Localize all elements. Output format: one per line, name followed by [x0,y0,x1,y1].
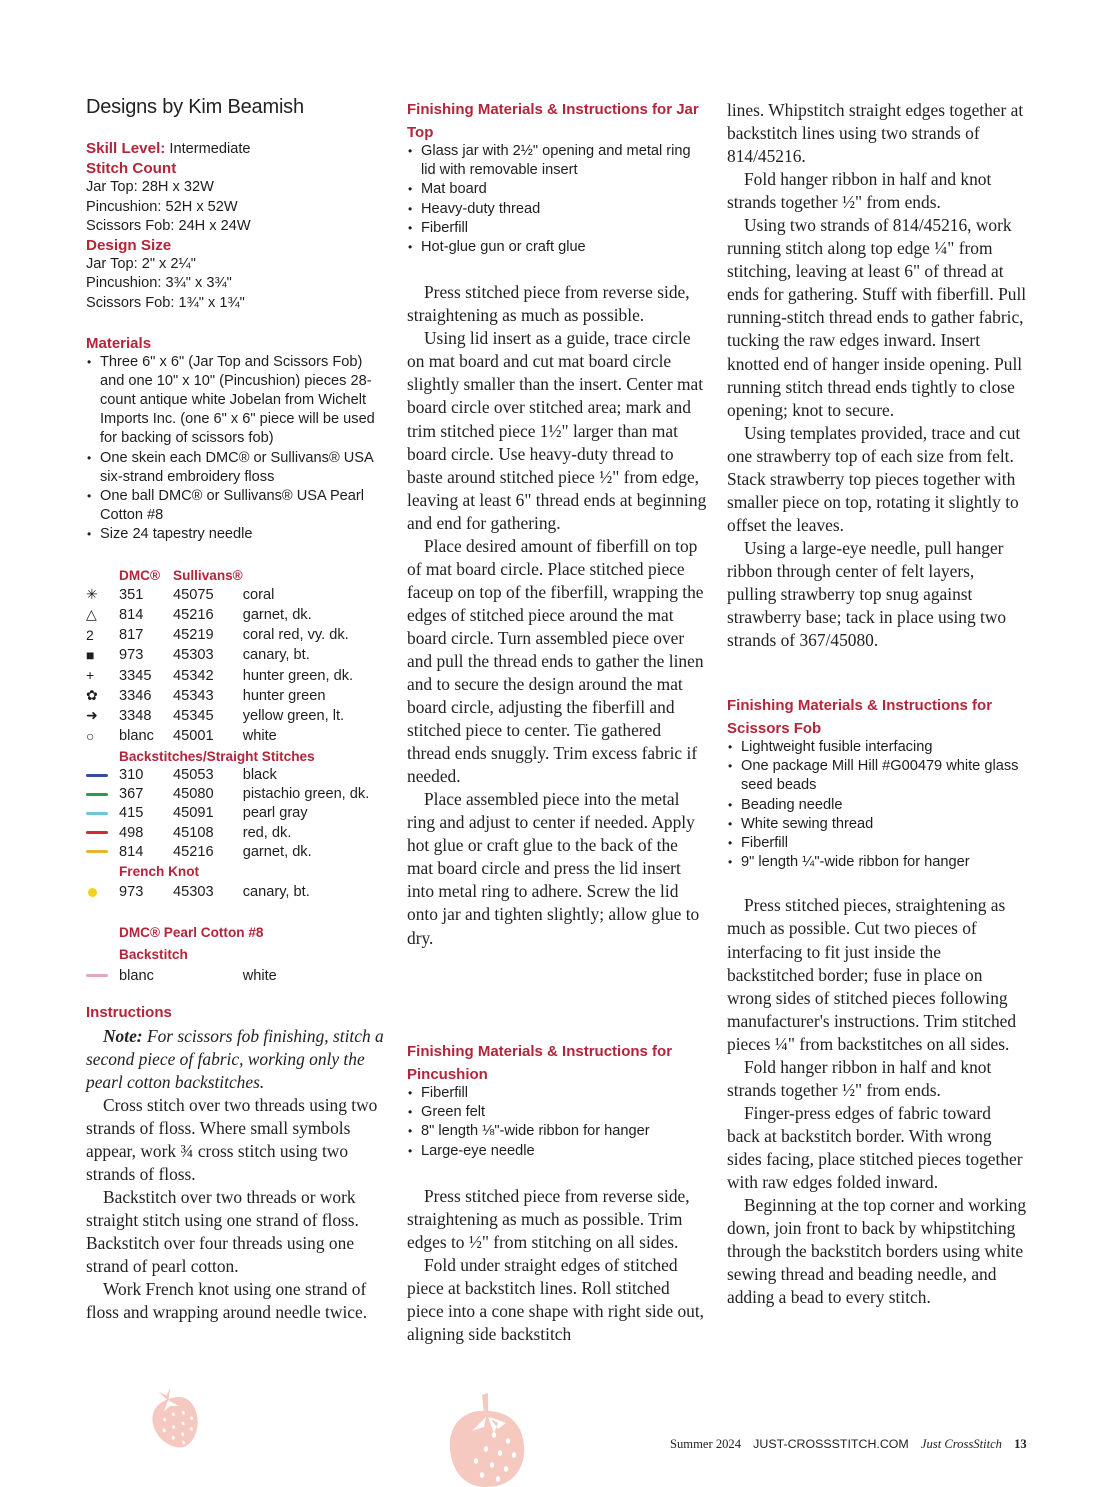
footer-website[interactable]: JUST-CROSSSTITCH.COM [753,1437,909,1451]
scissors-fob-material: • Lightweight fusible interfacing [727,738,1027,757]
asterisk-icon: ✳ [86,586,98,603]
pincushion-material: • Green felt [407,1103,707,1122]
key-row-backstitch [86,766,369,785]
color-name: garnet, dk. [242,843,312,860]
materials-item: • Three 6" x 6" (Jar Top and Scissors Fob) and one 10" x 10" (Pincushion) pieces 28-count antique white Jobelan from Wichelt Imports Inc. (one 6" x 6" piece will be used for backing of scissors fob) [86,353,386,449]
strawberry-seed [506,1438,510,1444]
pincushion-paragraph-continued: lines. Whipstitch straight edges together at backstitch lines using two strands of 814/45216. [727,100,1024,167]
materials-list [86,353,386,545]
jar-top-material: • Glass jar with 2½" opening and metal ring lid with removable insert [407,142,707,180]
sullivans-number: 45091 [173,805,214,822]
pincushion-paragraph: Fold hanger ribbon in half and knot strands together ½" from ends. [727,169,992,213]
jar-top-paragraph: Place assembled piece into the metal ring and adjust to center if needed. Apply hot glue or craft glue to the back of the mat board circle and press the lid insert into metal ring to adhere. Screw the lid onto jar and tighten slightly; allow glue to dry. [407,789,700,948]
plus-icon: + [86,667,95,684]
sullivans-number: 45075 [173,586,214,603]
dmc-number: 814 [119,606,144,623]
backstitch-heading-row [86,747,369,766]
jar-top-paragraph: Using lid insert as a guide, trace circle on mat board and cut mat board circle slightly smaller than the insert. Center mat board circle over stitched area; mark and trim stitched piece 1½" larger than mat board circle. Use heavy-duty thread to baste around stitched piece ½" from edge, leaving at least 6" thread ends at beginning and end for gathering. [407,328,707,533]
key-row-cross-stitch [86,727,369,747]
color-name: black [242,767,277,784]
note-label: Note: [103,1025,143,1046]
stitch-count-item: Scissors Fob: 24H x 24W [86,217,251,234]
pincushion-paragraph-start: Fold under straight edges of stitched piece at backstitch lines. Roll stitched piece into a cone shape with right side out, aligning side backstitch [407,1254,705,1345]
page-number: 13 [1014,1437,1027,1451]
strawberry-seed [498,1450,502,1456]
materials-item: • Size 24 tapestry needle [86,525,386,544]
instructions-note [86,1025,386,1094]
arrow-right-icon: ➜ [86,707,98,724]
instructions-section [86,1002,386,1324]
color-name: canary, bt. [242,647,310,664]
key-col-dmc: DMC® [119,568,160,583]
pearl-backstitch-heading-row [86,943,369,967]
sullivans-number: 45080 [173,786,214,803]
sullivans-number: 45216 [173,843,214,860]
scissors-fob-heading: Finishing Materials & Instructions for Scissors Fob [727,697,993,737]
key-header-row [86,566,369,585]
backstitch-line-icon [86,793,108,796]
backstitch-line-icon [86,850,108,853]
dmc-number: blanc [119,967,154,984]
color-name: pearl gray [242,805,308,822]
instructions-paragraph: Backstitch over two threads or work straight stitch using one strand of floss. Backstitch over four threads using one strand of pearl cotton. [86,1186,359,1276]
jar-top-instructions [407,281,707,949]
flower-icon: ✿ [86,687,98,704]
sullivans-number: 45216 [173,606,214,623]
jar-top-material: • Hot-glue gun or craft glue [407,238,707,257]
color-key [86,566,369,986]
pincushion-material: • 8" length ⅛"-wide ribbon for hanger [407,1122,707,1141]
strawberry-seed [496,1476,500,1482]
key-row-cross-stitch [86,626,369,646]
dmc-number: 973 [119,647,144,664]
instructions-paragraph: Work French knot using one strand of floss and wrapping around needle twice. [86,1279,368,1323]
color-name: coral [242,586,275,603]
key-row-cross-stitch [86,706,369,726]
pincushion-section [407,1041,707,1346]
strawberry-seed [512,1452,516,1458]
note-text: For scissors fob finishing, stitch a second piece of fabric, working only the pearl cotton backstitches. [86,1025,384,1092]
pincushion-paragraph: Using templates provided, trace and cut one strawberry top of each size from felt. Stack strawberry top pieces together with smaller piece on top, rotating it slightly to offset the leaves. [727,422,1021,535]
key-row-cross-stitch [86,605,369,625]
stitch-count-item: Jar Top: 28H x 32W [86,179,214,196]
dmc-number: 973 [119,884,144,901]
strawberry-seed [480,1472,484,1478]
key-row-french-knot [86,881,369,904]
materials-section [86,333,386,545]
color-name: white [242,728,277,745]
strawberry-small-icon [145,1386,205,1452]
color-name: hunter green [242,687,326,704]
scissors-fob-instructions [727,894,1027,1309]
strawberry-large-icon [436,1387,536,1487]
pincushion-paragraph: Press stitched piece from reverse side, straightening as much as possible. Trim edges to ½" from stitching on all sides. [407,1185,690,1252]
filled-square-icon: ■ [86,646,95,663]
dmc-number: blanc [119,728,154,745]
pincushion-instructions-part1 [407,1185,707,1346]
materials-item: • One ball DMC® or Sullivans® USA Pearl Cotton #8 [86,487,386,525]
materials-heading: Materials [86,335,152,352]
sullivans-number: 45343 [173,687,214,704]
pincushion-material: • Fiberfill [407,1084,707,1103]
footer-magazine: Just CrossStitch [920,1437,1002,1451]
dmc-number: 814 [119,843,144,860]
key-row-pearl-backstitch [86,967,369,986]
sullivans-number: 45345 [173,707,214,724]
design-size-item: Scissors Fob: 1¾" x 1¾" [86,294,245,311]
scissors-fob-paragraph: Beginning at the top corner and working down, join front to back by whipstitching through the backstitch borders using white sewing thread and beading needle, and adding a bead to every stitch. [727,1195,1027,1308]
key-row-cross-stitch [86,686,369,706]
jar-top-section [407,99,707,950]
scissors-fob-paragraph: Finger-press edges of fabric toward back at backstitch border. With wrong sides facing, place stitched pieces together with raw edges folded inward. [727,1102,1023,1192]
sullivans-number: 45342 [173,667,214,684]
sullivans-number: 45303 [173,647,214,664]
sullivans-number: 45001 [173,728,214,745]
pincushion-paragraph: Using a large-eye needle, pull hanger ribbon through center of felt layers, pulling strawberry top snug against strawberry base; tack in place using two strands of 367/45080. [727,537,1007,651]
key-row-cross-stitch [86,666,369,686]
strawberry-seed [504,1466,508,1472]
jar-top-paragraph: Press stitched piece from reverse side, straightening as much as possible. [407,282,690,326]
key-row-cross-stitch [86,646,369,666]
dmc-number: 351 [119,586,144,603]
skill-level-value: Intermediate [169,141,251,157]
instructions-paragraph: Cross stitch over two threads using two strands of floss. Where small symbols appear, work ¾ cross stitch using two strands of floss. [86,1094,378,1184]
pincushion-materials-list [407,1084,707,1161]
dmc-number: 3346 [119,687,152,704]
key-row-cross-stitch [86,585,369,605]
key-col-sullivans: Sullivans® [173,568,243,583]
dmc-number: 367 [119,786,144,803]
color-name: garnet, dk. [242,606,312,623]
scissors-fob-material: • One package Mill Hill #G00479 white glass seed beads [727,757,1027,795]
sullivans-number: 45303 [173,884,214,901]
color-name: pistachio green, dk. [242,786,370,803]
backstitch-line-icon [86,812,108,815]
pincushion-paragraph: Using two strands of 814/45216, work running stitch along top edge ¼" from stitching, leaving at least 6" of thread at ends for gathering. Stuff with fiberfill. Pull running-stitch thread ends to gather fabric, tucking the raw edges inward. Insert knotted end of hanger inside opening. Pull running stitch thread ends tightly to close opening; knot to secure. [727,215,1027,420]
color-name: coral red, vy. dk. [242,627,349,644]
design-size-item: Jar Top: 2" x 2¼" [86,256,196,273]
scissors-fob-material: • Fiberfill [727,834,1027,853]
circle-outline-icon: ○ [86,727,95,744]
project-specs [86,139,251,313]
jar-top-material: • Fiberfill [407,219,707,238]
dmc-number: 817 [119,627,144,644]
sullivans-number: 45219 [173,627,214,644]
backstitch-line-icon [86,774,108,777]
key-row-backstitch [86,804,369,823]
dmc-number: 498 [119,824,144,841]
key-row-backstitch [86,824,369,843]
instructions-heading: Instructions [86,1004,172,1021]
triangle-icon: △ [86,606,97,623]
dmc-number: 3348 [119,707,152,724]
pincushion-heading: Finishing Materials & Instructions for Pincushion [407,1043,673,1083]
pearl-heading-row [86,923,369,942]
key-row-backstitch [86,785,369,804]
scissors-fob-material: • White sewing thread [727,815,1027,834]
two-symbol-icon: 2 [86,626,94,643]
jar-top-paragraph: Place desired amount of fiberfill on top of mat board circle. Place stitched piece faceup on top of the fiberfill, wrapping the edges of stitched piece around the mat board circle. Turn assembled piece over and pull the thread ends to gather the linen and to secure the design around the mat board circle, adjusting the fiberfill and stitched piece to center. Tie gathered thread ends snuggly. Trim excess fabric if needed. [407,535,704,787]
scissors-fob-paragraph: Fold hanger ribbon in half and knot strands together ½" from ends. [727,1056,992,1100]
page-footer [670,1437,1027,1452]
skill-level [86,139,251,159]
jar-top-heading: Finishing Materials & Instructions for Jar Top [407,101,699,141]
jar-top-materials-list [407,142,707,257]
jar-top-material: • Mat board [407,180,707,199]
sullivans-number: 45108 [173,824,214,841]
color-name: yellow green, lt. [242,707,345,724]
design-size-item: Pincushion: 3¾" x 3¾" [86,275,232,292]
scissors-fob-material: • 9" length ¼"-wide ribbon for hanger [727,853,1027,872]
key-row-backstitch [86,843,369,862]
dmc-number: 310 [119,767,144,784]
instructions-body [86,1025,386,1325]
backstitch-line-icon [86,831,108,834]
skill-level-label: Skill Level: [86,140,166,157]
dmc-number: 3345 [119,667,152,684]
footer-issue: Summer 2024 [670,1437,742,1451]
backstitch-heading: Backstitches/Straight Stitches [119,748,315,764]
color-name: hunter green, dk. [242,667,354,684]
scissors-fob-section [727,695,1027,1309]
color-name: canary, bt. [242,884,310,901]
french-knot-heading: French Knot [119,864,200,880]
stitch-count-item: Pincushion: 52H x 52W [86,198,238,215]
backstitch-line-icon [86,974,108,977]
french-knot-dot-icon [88,888,97,897]
scissors-fob-materials-list [727,738,1027,872]
designer-byline: Designs by Kim Beamish [86,96,304,118]
stitch-count-heading: Stitch Count [86,160,177,178]
pincushion-instructions-part2 [727,99,1027,652]
dmc-number: 415 [119,805,144,822]
color-name: red, dk. [242,824,292,841]
strawberry-seed [474,1458,478,1464]
pincushion-material: • Large-eye needle [407,1142,707,1161]
sullivans-number: 45053 [173,767,214,784]
strawberry-seed [490,1462,494,1468]
color-key-table [86,566,369,986]
design-size-heading: Design Size [86,237,172,255]
strawberry-seed [484,1446,488,1452]
pearl-backstitch-heading: Backstitch [119,947,188,963]
color-name: white [242,967,277,984]
scissors-fob-paragraph: Press stitched pieces, straightening as much as possible. Cut two pieces of interfacing to fit just inside the backstitched border; fuse in place on wrong sides of stitched pieces following manufacturer's instructions. Trim stitched pieces ¼" from backstitches on all sides. [727,895,1017,1054]
jar-top-material: • Heavy-duty thread [407,200,707,219]
materials-item: • One skein each DMC® or Sullivans® USA six-strand embroidery floss [86,449,386,487]
french-knot-heading-row [86,862,369,881]
pincushion-continued [727,99,1027,652]
scissors-fob-material: • Beading needle [727,796,1027,815]
pearl-cotton-heading: DMC® Pearl Cotton #8 [119,925,264,941]
